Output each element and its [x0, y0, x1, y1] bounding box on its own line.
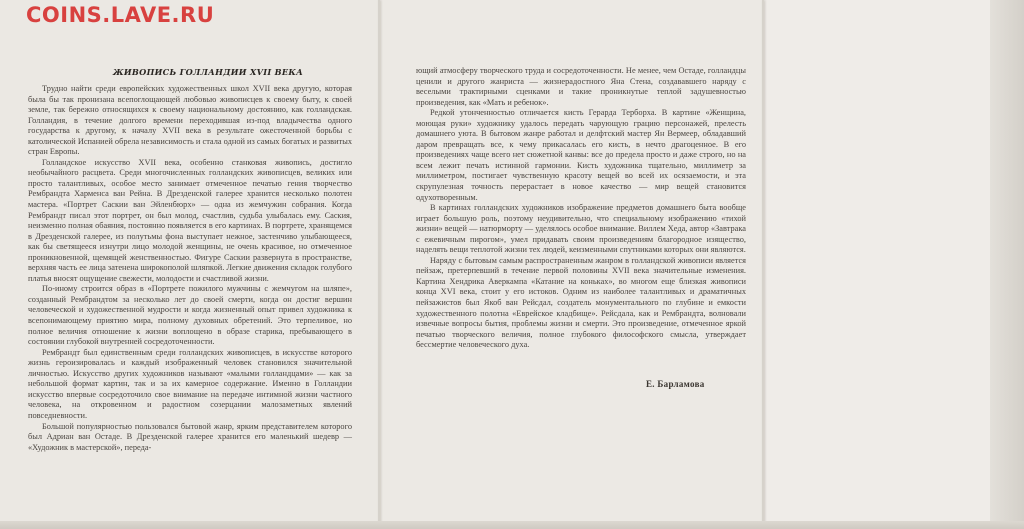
paragraph: ющий атмосферу творческого труда и сосредоточенности. Не менее, чем Остаде, голландцы ценили и другого жанриста — жизнерадостного Яна Стена, создававшего наряду с веселыми трактирными сценками и такие проникнутые теплой задушевностью произведения, как «Мать и ребенок».: [416, 66, 746, 107]
booklet-edge: [990, 0, 1024, 529]
paragraph: Голландское искусство XVII века, особенно станковая живопись, достигло необычайного расцвета. Среди многочисленных голландских живописцев, великих или просто талантливых, особое место занимает отмеченное печатью гения творчество Рембрандта Харменса ван Рейна. В Дрезденской галерее хранится несколько полотен мастера. «Портрет Саскии ван Эйленбюрх» — одна из жемчужин собрания. Когда Рембрандт писал этот портрет, он был молод, счастлив, судьба улыбалась ему. Саския, неизменно полная обаяния, постоянно появляется в его картинах. В портрете, хранящемся в Дрезденской галерее, из полутьмы фона выступает нежное, застенчиво улыбающееся, как бы светящееся изнутри лицо молодой женщины, не очень красивое, но отмеченное проникновенной, щемящей женственностью. Фигуре Саскии развернута в пространстве, верхняя часть ее лица затенена широкополой шляпкой. Легкие движения складок голубого платья вносят ощущение свежести, молодости и счастливой жизни.: [28, 157, 352, 283]
article-column-right: [416, 66, 746, 351]
paragraph: По-иному строится образ в «Портрете пожилого мужчины с жемчугом на шляпе», созданный Рембрандтом за несколько лет до своей смерти, когда он достиг вершин человеческой и художественной мудрости и когда жизненный опыт привел художника к всепонимающему приятию мира, полному духовных обретений. Это терпеливое, но полное величия отношение к жизни воплощено в образе старика, пребывающего в состоянии глубокой внутренней сосредоточенности.: [28, 284, 352, 347]
article-title: ЖИВОПИСЬ ГОЛЛАНДИИ XVII ВЕКА: [112, 67, 304, 77]
site-watermark: COINS.LAVE.RU: [26, 3, 215, 27]
paragraph: Редкой утонченностью отличается кисть Герарда Терборха. В картине «Женщина, моющая руки» художнику удалось передать чарующую грацию персонажей, прелесть домашнего уюта. В бытовом жанре работал и делфтский мастер Ян Вермеер, обладавший даром превращать все, к чему прикасалась его кисть, в нечто драгоценное. В его произведениях чаще всего нет сюжетной канвы: все до предела просто и даже строго, но на всем лежит печать истинной гармонии. Кисть художника тщательно, миллиметр за миллиметром, постигает чувственную красоту вещей во всей их осязаемости, и эта скрупулезная точность перерастает в новое качество — мир вещей становится одухотворенным.: [416, 108, 746, 202]
paragraph: Большой популярностью пользовался бытовой жанр, ярким представителем которого был Адриан ван Остаде. В Дрезденской галерее хранится его маленький шедевр — «Художник в мастерской», переда-: [28, 421, 352, 452]
article-column-left: [28, 84, 352, 453]
scan-bottom-edge: [0, 521, 1024, 529]
paragraph: В картинах голландских художников изображение предметов домашнего быта вообще играет большую роль, поэтому неудивительно, что специальному изображению «тихой жизни» вещей — натюрморту — уделялось особое внимание. Виллем Хеда, автор «Завтрака с ежевичным пирогом», умел придавать своим произведениям благородное изящество, наделять вещи теплотой жизни тех людей, кеизменными спутниками которых они являются.: [416, 203, 746, 255]
fold-line-2: [762, 0, 764, 529]
booklet-panel-right: [764, 0, 1024, 529]
paragraph: Рембрандт был единственным среди голландских живописцев, в искусстве которого жизнь героизировалась и каждый изображенный человек становился значительной личностью. Искусство других художников называют «малыми голландцами» — как за небольшой формат картин, так и за их камерное содержание. Именно в Голландии искусство впервые сосредоточило свое внимание на передаче интимной жизни частного человека, на откровенном и радостном созерцании малозаметных явлений повседневности.: [28, 347, 352, 420]
paragraph: Наряду с бытовым самым распространенным жанром в голландской живописи является пейзаж, претерпевший в течение первой половины XVII века значительные изменения. Картина Хендрика Аверкампа «Катание на коньках», во многом еще близкая живописи конца XVI века, стоит у его истоков. Одним из наиболее талантливых и драматичных пейзажистов был Якоб ван Рейсдал, создатель монументального по глубине и емкости художественного полотна «Еврейское кладбище». Рейсдала, как и Рембрандта, волновали извечные вопросы бытия, проблемы жизни и смерти. Это произведение, отмеченное яркой печатью творческого величия, полное глубокого философского смысла, утверждает бессмертие человеческого духа.: [416, 255, 746, 350]
paragraph: Трудно найти среди европейских художественных школ XVII века другую, которая была бы так пронизана всепоглощающей любовью живописцев к своему быту, к своей земле, так бережно относящихся к своему национальному достоянию, как голландская. Голландия, в течение долгого времени переходившая из-под владычества одного государства к другому, к началу XVII века в результате ожесточенной борьбы с католической Испанией обрела независимость и стала одной из самых богатых и развитых стран Европы.: [28, 84, 352, 157]
author-signature: Е. Барламова: [646, 379, 705, 389]
fold-line-1: [378, 0, 380, 529]
